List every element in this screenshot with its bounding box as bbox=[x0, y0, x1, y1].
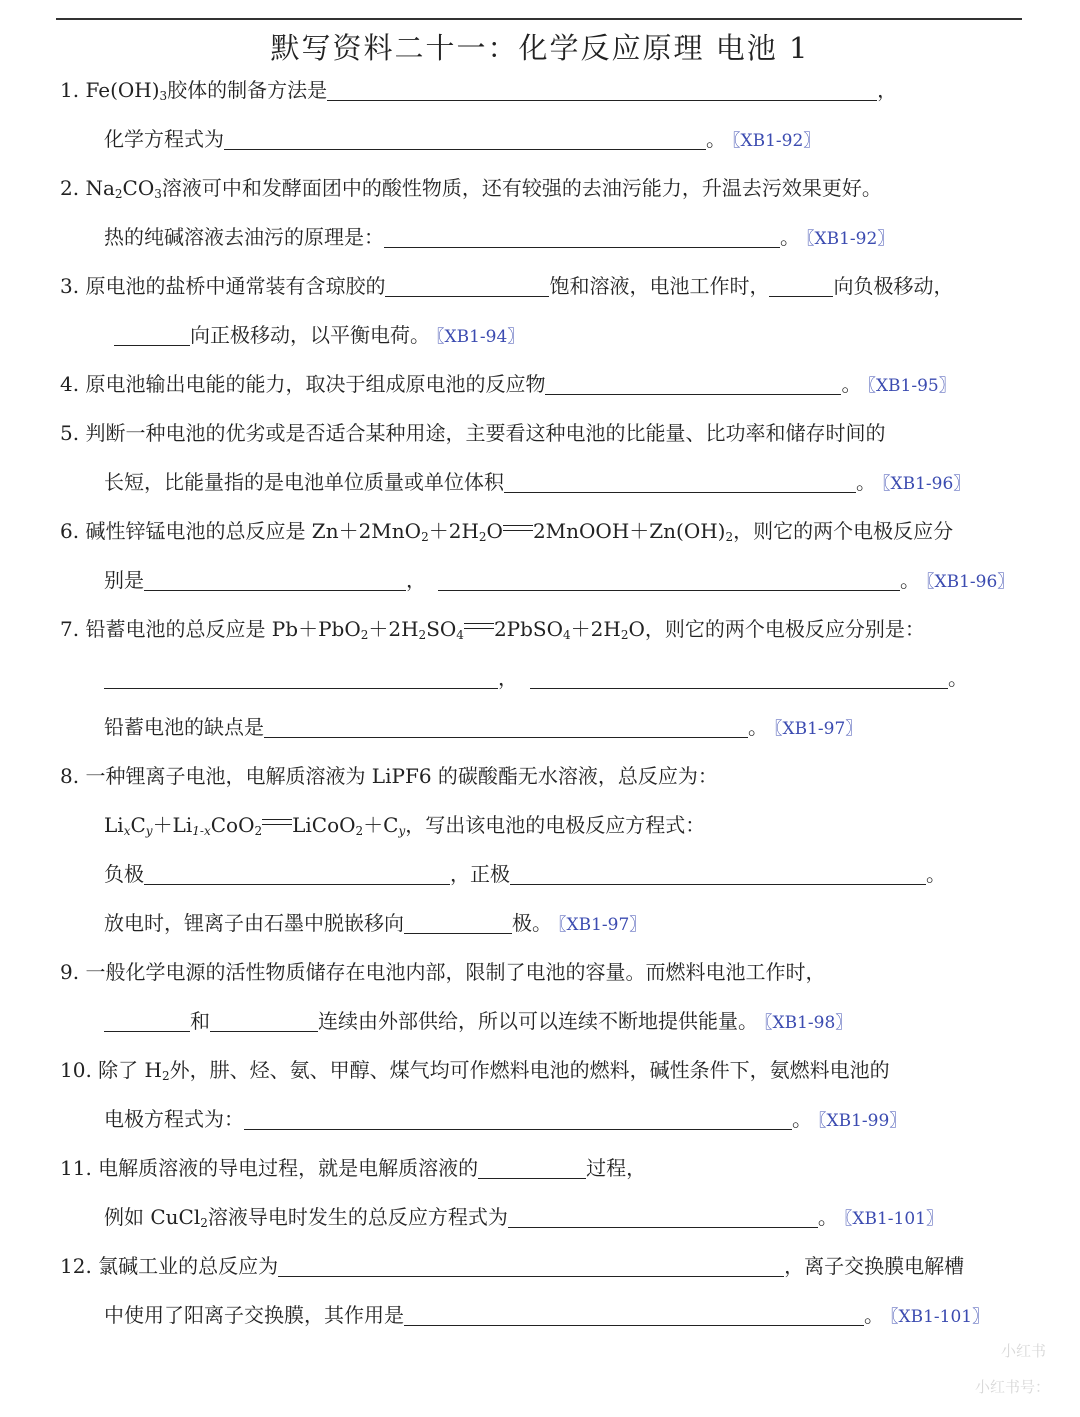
question-1-line2: 化学方程式为 。 〖XB1-92〗 bbox=[104, 121, 820, 157]
top-rule bbox=[56, 18, 1022, 20]
question-1: 1. $Fe(OH)_3$胶体的制备方法是 ， bbox=[60, 72, 897, 108]
q12-blank-reaction[interactable] bbox=[278, 1250, 784, 1277]
question-7-line3: 铅蓄电池的缺点是 。 〖XB1-97〗 bbox=[104, 709, 862, 745]
question-2-line2: 热的纯碱溶液去油污的原理是： 。 〖XB1-92〗 bbox=[104, 219, 894, 255]
q7-blank-1[interactable] bbox=[104, 662, 498, 689]
question-8: 8. 一种锂离子电池，电解质溶液为 LiPF6 的碳酸酯无水溶液，总反应为： bbox=[60, 764, 718, 788]
q6-blank-2[interactable] bbox=[438, 564, 900, 591]
equal-arrow bbox=[503, 524, 533, 534]
question-9: 9. 一般化学电源的活性物质储存在电池内部，限制了电池的容量。而燃料电池工作时， bbox=[60, 960, 826, 984]
q12-blank-function[interactable] bbox=[404, 1299, 864, 1326]
question-4: 4. 原电池输出电能的能力，取决于组成原电池的反应物 。 〖XB1-95〗 bbox=[60, 366, 956, 402]
question-6-line2: 别是 ， 。 〖XB1-96〗 bbox=[104, 562, 1014, 598]
watermark-logo: 小红书 bbox=[1000, 1342, 1046, 1360]
question-7-line2: ， 。 bbox=[104, 660, 968, 696]
question-2: 2. $Na_2CO_3$溶液可中和发酵面团中的酸性物质，还有较强的去油污能力，升温去污效果更好。 bbox=[60, 176, 882, 201]
q3-blank-salt[interactable] bbox=[385, 270, 549, 297]
question-12-line2: 中使用了阳离子交换膜，其作用是 。 〖XB1-101〗 bbox=[104, 1297, 989, 1333]
q1-number: 1. bbox=[60, 78, 80, 102]
question-11: 11. 电解质溶液的导电过程，就是电解质溶液的 过程， bbox=[60, 1150, 646, 1186]
q11-blank-equation[interactable] bbox=[508, 1201, 818, 1228]
question-8-line4: 放电时，锂离子由石墨中脱嵌移向 极。 〖XB1-97〗 bbox=[104, 905, 646, 941]
q6-blank-1[interactable] bbox=[144, 564, 406, 591]
question-12: 12. 氯碱工业的总反应为 ，离子交换膜电解槽 bbox=[60, 1248, 964, 1284]
question-3: 3. 原电池的盐桥中通常装有含琼胶的 饱和溶液，电池工作时， 向负极移动， bbox=[60, 268, 953, 304]
q1-reference: 〖XB1-92〗 bbox=[732, 131, 821, 151]
q3-blank-cation[interactable] bbox=[114, 319, 190, 346]
q1-blank-method[interactable] bbox=[327, 74, 877, 101]
question-8-line3: 负极 ，正极 。 bbox=[104, 856, 946, 892]
question-10: 10. 除了 $H_2$外，肼、烃、氨、甲醇、煤气均可作燃料电池的燃料，碱性条件下，氨燃料电池的 bbox=[60, 1058, 890, 1083]
question-8-line2: $Li_xC_y+Li_{1-x}CoO_2$ $LiCoO_2+C_y$，写出该电池的电极反应方程式： bbox=[104, 813, 706, 838]
q8-blank-electrode[interactable] bbox=[404, 907, 512, 934]
q8-blank-negative[interactable] bbox=[144, 858, 450, 885]
q4-blank[interactable] bbox=[545, 368, 841, 395]
watermark-id: 小红书号： bbox=[974, 1378, 1050, 1396]
q9-blank-1[interactable] bbox=[104, 1005, 190, 1032]
question-10-line2: 电极方程式为： 。 〖XB1-99〗 bbox=[104, 1101, 906, 1137]
q10-blank[interactable] bbox=[244, 1103, 792, 1130]
question-7: 7. 铅蓄电池的总反应是 $Pb+PbO_2+2H_2SO_4$ $2PbSO_4+2H_2O$，则它的两个电极反应分别是： bbox=[60, 617, 925, 642]
question-5-line2: 长短，比能量指的是电池单位质量或单位体积 。 〖XB1-96〗 bbox=[104, 464, 970, 500]
q11-blank-process[interactable] bbox=[478, 1152, 586, 1179]
question-11-line2: 例如 CuCl$_2$溶液导电时发生的总反应方程式为 。 〖XB1-101〗 bbox=[104, 1199, 943, 1235]
q7-blank-3[interactable] bbox=[264, 711, 748, 738]
q2-blank[interactable] bbox=[384, 221, 780, 248]
question-5: 5. 判断一种电池的优劣或是否适合某种用途，主要看这种电池的比能量、比功率和储存时间的 bbox=[60, 421, 886, 445]
question-9-line2: 和 连续由外部供给，所以可以连续不断地提供能量。 〖XB1-98〗 bbox=[104, 1003, 852, 1039]
equal-arrow bbox=[464, 622, 494, 632]
page-title: 默写资料二十一：化学反应原理 电池 1 bbox=[270, 31, 810, 65]
q9-blank-2[interactable] bbox=[210, 1005, 318, 1032]
question-6: 6. 碱性锌锰电池的总反应是 $Zn+2MnO_2+2H_2O$ $2MnOOH+Zn(OH)_2$，则它的两个电极反应分 bbox=[60, 519, 954, 544]
q8-blank-positive[interactable] bbox=[510, 858, 926, 885]
q7-blank-2[interactable] bbox=[530, 662, 948, 689]
q3-blank-anion[interactable] bbox=[769, 270, 833, 297]
equal-arrow bbox=[262, 818, 292, 828]
q5-blank[interactable] bbox=[504, 466, 856, 493]
question-3-line2: 向正极移动，以平衡电荷。 〖XB1-94〗 bbox=[114, 317, 524, 353]
q1-blank-equation[interactable] bbox=[224, 123, 706, 150]
